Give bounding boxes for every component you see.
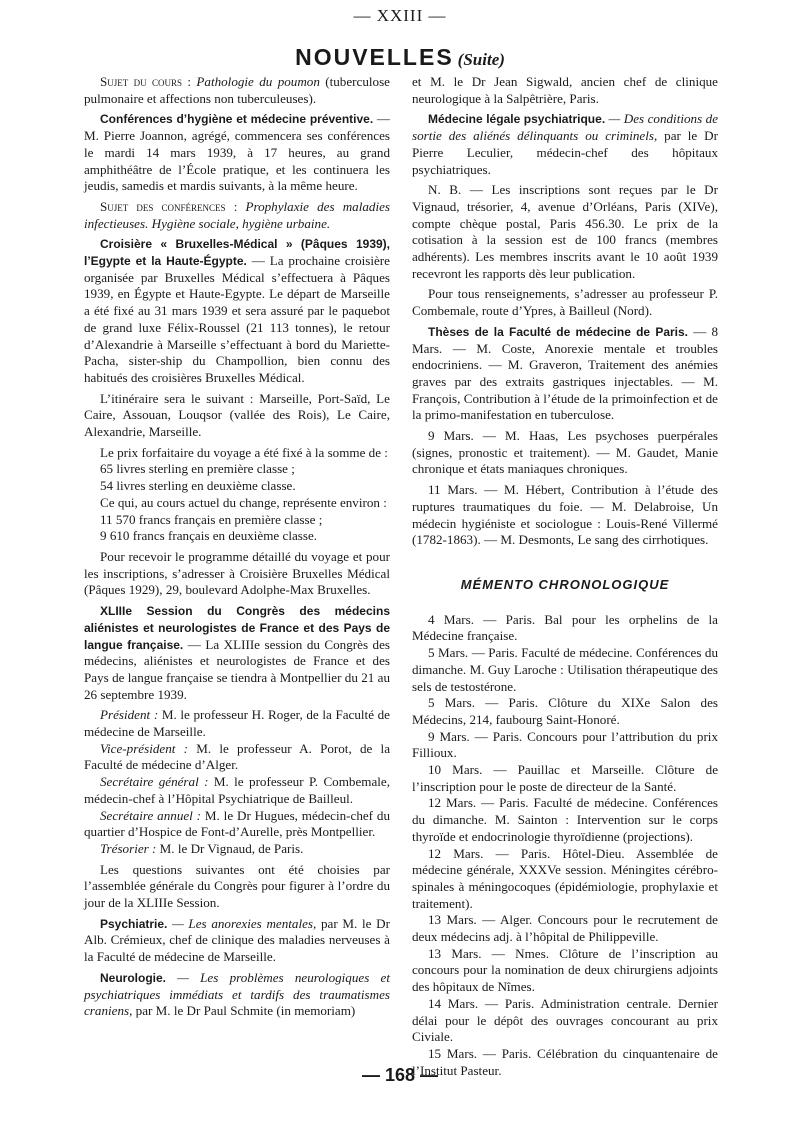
right-column: [412, 74, 718, 1079]
memento-entry: 12 Mars. — Paris. Faculté de médecine. Conférences du dimanche. M. Sainton : Intervention sur le corps thyroïde et endocrinologie thyroïdienne (projections).: [412, 795, 718, 844]
congress-annual-secretary: Secrétaire annuel : M. le Dr Hugues, médecin-chef du quartier d’Hospice de Font-d’Aurelle, près Montpellier.: [84, 807, 390, 840]
page-title: [0, 44, 800, 71]
exchange-note: Ce qui, au cours actuel du change, représente environ :: [100, 494, 387, 510]
congress-president: Président : M. le professeur H. Roger, de la Faculté de médecine de Marseille.: [84, 707, 390, 740]
congress-questions: Les questions suivantes ont été choisies par l’assemblée générale du Congrès pour figurer à l’ordre du jour de la XLIIIe Session.: [84, 861, 390, 911]
congress-session: XLIIIe Session du Congrès des médecins aliénistes et neurologistes de France et des Pays de langue française. — La XLIIIe session du Congrès des médecins, aliénistes et neurologistes de France et des Pays de langue française se tiendra à Montpellier du 21 au 26 septembre 1939.: [84, 604, 390, 702]
cruise-contact: Pour recevoir le programme détaillé du voyage et pour les inscriptions, s’adresser à Croisière Bruxelles Médical (Pâques 1929), 29, boulevard Adolphe-Max Bruxelles.: [84, 548, 390, 598]
memento-entry: 4 Mars. — Paris. Bal pour les orphelins de la Médecine française.: [412, 611, 718, 644]
left-column: [84, 74, 390, 1024]
memento-entry: 15 Mars. — Paris. Célébration du cinquantenaire de l’Institut Pasteur.: [412, 1045, 718, 1078]
registration-note: N. B. — Les inscriptions sont reçues par le Dr Vignaud, trésorier, 4, avenue d’Orléans, Paris (XIVe), compte chèque postal, Paris 456.30. Le prix de la cotisation à la session est de 100 francs (membres adhérents). Les membres inscrits avant le 10 août 1939 recevront les rapports dès leur publication.: [412, 182, 718, 281]
cruise-announcement: Croisière « Bruxelles-Médical » (Pâques 1939), l’Egypte et la Haute-Égypte. — La prochaine croisière organisée par Bruxelles Médical s’effectuera à Pâques 1939, en Égypte et Haute-Egypte. Le départ de Marseille a été fixé au 31 mars 1939 et sera assuré par le paquebot de grand luxe Félix-Roussel (21 113 tonnes), le retour d’Alexandrie à Marseille s’effectuant à bord du Mariette-Pacha, sister-ship du Champollion, bien connu des habitués des croisières Bruxelles Médical.: [84, 237, 390, 385]
page-number: — 168 —: [361, 1065, 439, 1085]
congress-vice-president: Vice-président : M. le professeur A. Porot, de la Faculté de médecine d’Alger.: [84, 740, 391, 773]
theses-march-11: 11 Mars. — M. Hébert, Contribution à l’étude des ruptures traumatiques du foie. — M. Delabroise, Un médecin hygiéniste et sociologue : Louis-René Villermé (1782-1863). — M. Desmonts, Le sang des cirrhotiques.: [412, 482, 718, 548]
paris-theses: Thèses de la Faculté de médecine de Paris. — 8 Mars. — M. Coste, Anorexie mentale et troubles endocriniens. — M. Graveron, Traitement des anémies graves par des extraits gastriques injectables. — M. François, Contribution à l’étude de la primoinfection et de la primo-manifestation en tuberculose.: [412, 323, 719, 423]
information-contact: Pour tous renseignements, s’adresser au professeur P. Combemale, route d’Ypres, à Bailleul (Nord).: [412, 286, 718, 319]
memento-entry: 13 Mars. — Alger. Concours pour le recrutement de deux médecins adj. à l’hôpital de Philippeville.: [412, 912, 718, 945]
congress-treasurer: Trésorier : M. le Dr Vignaud, de Paris.: [100, 840, 304, 856]
hygiene-conferences: Conférences d’hygiène et médecine préventive. — M. Pierre Joannon, agrégé, commencera ses conférences le mardi 14 mars 1939, à 17 heures, au grand amphithéâtre de l’École pratique, et les continuera les jeudis, samedis et mardis suivants, à la même heure.: [84, 111, 390, 194]
memento-entry: 5 Mars. — Paris. Clôture du XIXe Salon des Médecins, 214, faubourg Saint-Honoré.: [412, 695, 718, 727]
price-first-class-frf: 11 570 francs français en première classe ;: [100, 511, 323, 527]
memento-entry: 10 Mars. — Pauillac et Marseille. Clôture de l’inscription pour le poste de directeur de la Santé.: [412, 762, 718, 794]
page-header-roman: — XXIII —: [353, 6, 447, 25]
neurology-topic: Neurologie. — Les problèmes neurologiques et psychiatriques immédiats et tardifs des traumatismes craniens, par M. le Dr Paul Schmite (in memoriam): [84, 969, 390, 1019]
memento-entry: 12 Mars. — Paris. Hôtel-Dieu. Assemblée de médecine générale, XXXVe session. Méningites cérébro-spinales à méningocoques (épidémiologie, prophylaxie et traitement).: [412, 845, 718, 911]
course-subject: Sujet du cours : Pathologie du poumon (tuberculose pulmonaire et affections non tuberculeuses).: [84, 74, 390, 106]
neurology-topic-continued: et M. le Dr Jean Sigwald, ancien chef de clinique neurologique à la Salpêtrière, Paris.: [412, 74, 718, 106]
title-sub: (Suite): [457, 50, 505, 69]
memento-entry: 14 Mars. — Paris. Administration centrale. Dernier délai pour le dépôt des ouvrages concourant au prix Civiale.: [412, 995, 718, 1045]
memento-entry: 5 Mars. — Paris. Faculté de médecine. Conférences du dimanche. M. Guy Laroche : Utilisation thérapeutique des sels de testostérone.: [412, 645, 718, 694]
legal-medicine-topic: Médecine légale psychiatrique. — Des conditions de sortie des aliénés délinquants ou criminels, par le Dr Pierre Leculier, médecin-chef des hôpitaux psychiatriques.: [412, 111, 719, 177]
memento-entry: 9 Mars. — Paris. Concours pour l’attribution du prix Fillioux.: [412, 728, 718, 761]
title-main: NOUVELLES: [295, 44, 454, 70]
cruise-price: Le prix forfaitaire du voyage a été fixé à la somme de :: [100, 444, 388, 460]
psychiatry-topic: Psychiatrie. — Les anorexies mentales, par M. le Dr Alb. Crémieux, chef de clinique des maladies nerveuses à la Faculté de médecine de Marseille.: [84, 915, 390, 965]
price-first-class-gbp: 65 livres sterling en première classe ;: [100, 461, 295, 477]
price-second-class-gbp: 54 livres sterling en deuxième classe.: [100, 478, 296, 494]
conference-subject: Sujet des conférences : Prophylaxie des maladies infectieuses. Hygiène sociale, hygiène urbaine.: [84, 198, 390, 231]
theses-march-9: 9 Mars. — M. Haas, Les psychoses puerpérales (signes, pronostic et traitement). — M. Gaudet, Manie chronique et états maniaques chroniques.: [412, 428, 718, 477]
price-second-class-frf: 9 610 francs français en deuxième classe.: [100, 528, 318, 544]
congress-general-secretary: Secrétaire général : M. le professeur P. Combemale, médecin-chef à l’Hôpital Psychiatrique de Bailleul.: [84, 774, 390, 806]
memento-entry: 13 Mars. — Nmes. Clôture de l’inscription au concours pour la nomination de deux chirurgiens adjoints des hôpitaux de Nîmes.: [412, 945, 718, 995]
memento-heading: MÉMENTO CHRONOLOGIQUE: [460, 576, 670, 592]
cruise-itinerary: L’itinéraire sera le suivant : Marseille, Port-Saïd, Le Caire, Assouan, Louqsor (vallée des Rois), Le Caire, Alexandrie, Marseille.: [84, 390, 390, 440]
